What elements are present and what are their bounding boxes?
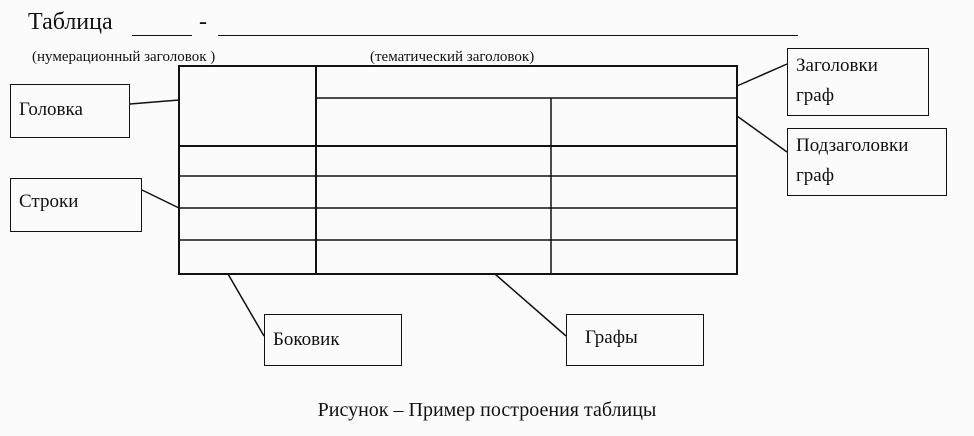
callout-stroki [10,178,142,232]
callout-bokovik-text: Боковик [273,329,340,350]
table-title-word: Таблица [28,9,113,35]
table-frame [179,66,737,274]
pointer-zagolovki [737,64,787,86]
callout-zagolovki-line1: Заголовки [796,55,878,76]
callout-podzagolovki-line1: Подзаголовки [796,135,909,156]
pointer-stroki [142,190,179,208]
callout-golovka-text: Головка [19,99,83,120]
callout-grafy [566,314,704,366]
callout-zagolovki-graf [787,48,929,116]
pointer-podzagolovki [737,116,787,152]
numbering-heading-label: (нумерационный заголовок ) [32,49,216,65]
pointer-golovka [130,100,179,104]
callout-golovka [10,84,130,138]
callout-zagolovki-line2: граф [796,85,835,106]
callout-grafy-text: Графы [585,327,638,348]
callout-podzagolovki-graf [787,128,947,196]
callout-bokovik [264,314,402,366]
callout-stroki-text: Строки [19,191,79,212]
callout-podzagolovki-line2: граф [796,165,835,186]
pointer-grafy [495,274,566,336]
thematic-heading-label: (тематический заголовок) [370,49,535,65]
pointer-bokovik [228,274,264,336]
title-dash: - [199,9,207,35]
figure-caption: Рисунок – Пример построения таблицы [317,399,657,421]
